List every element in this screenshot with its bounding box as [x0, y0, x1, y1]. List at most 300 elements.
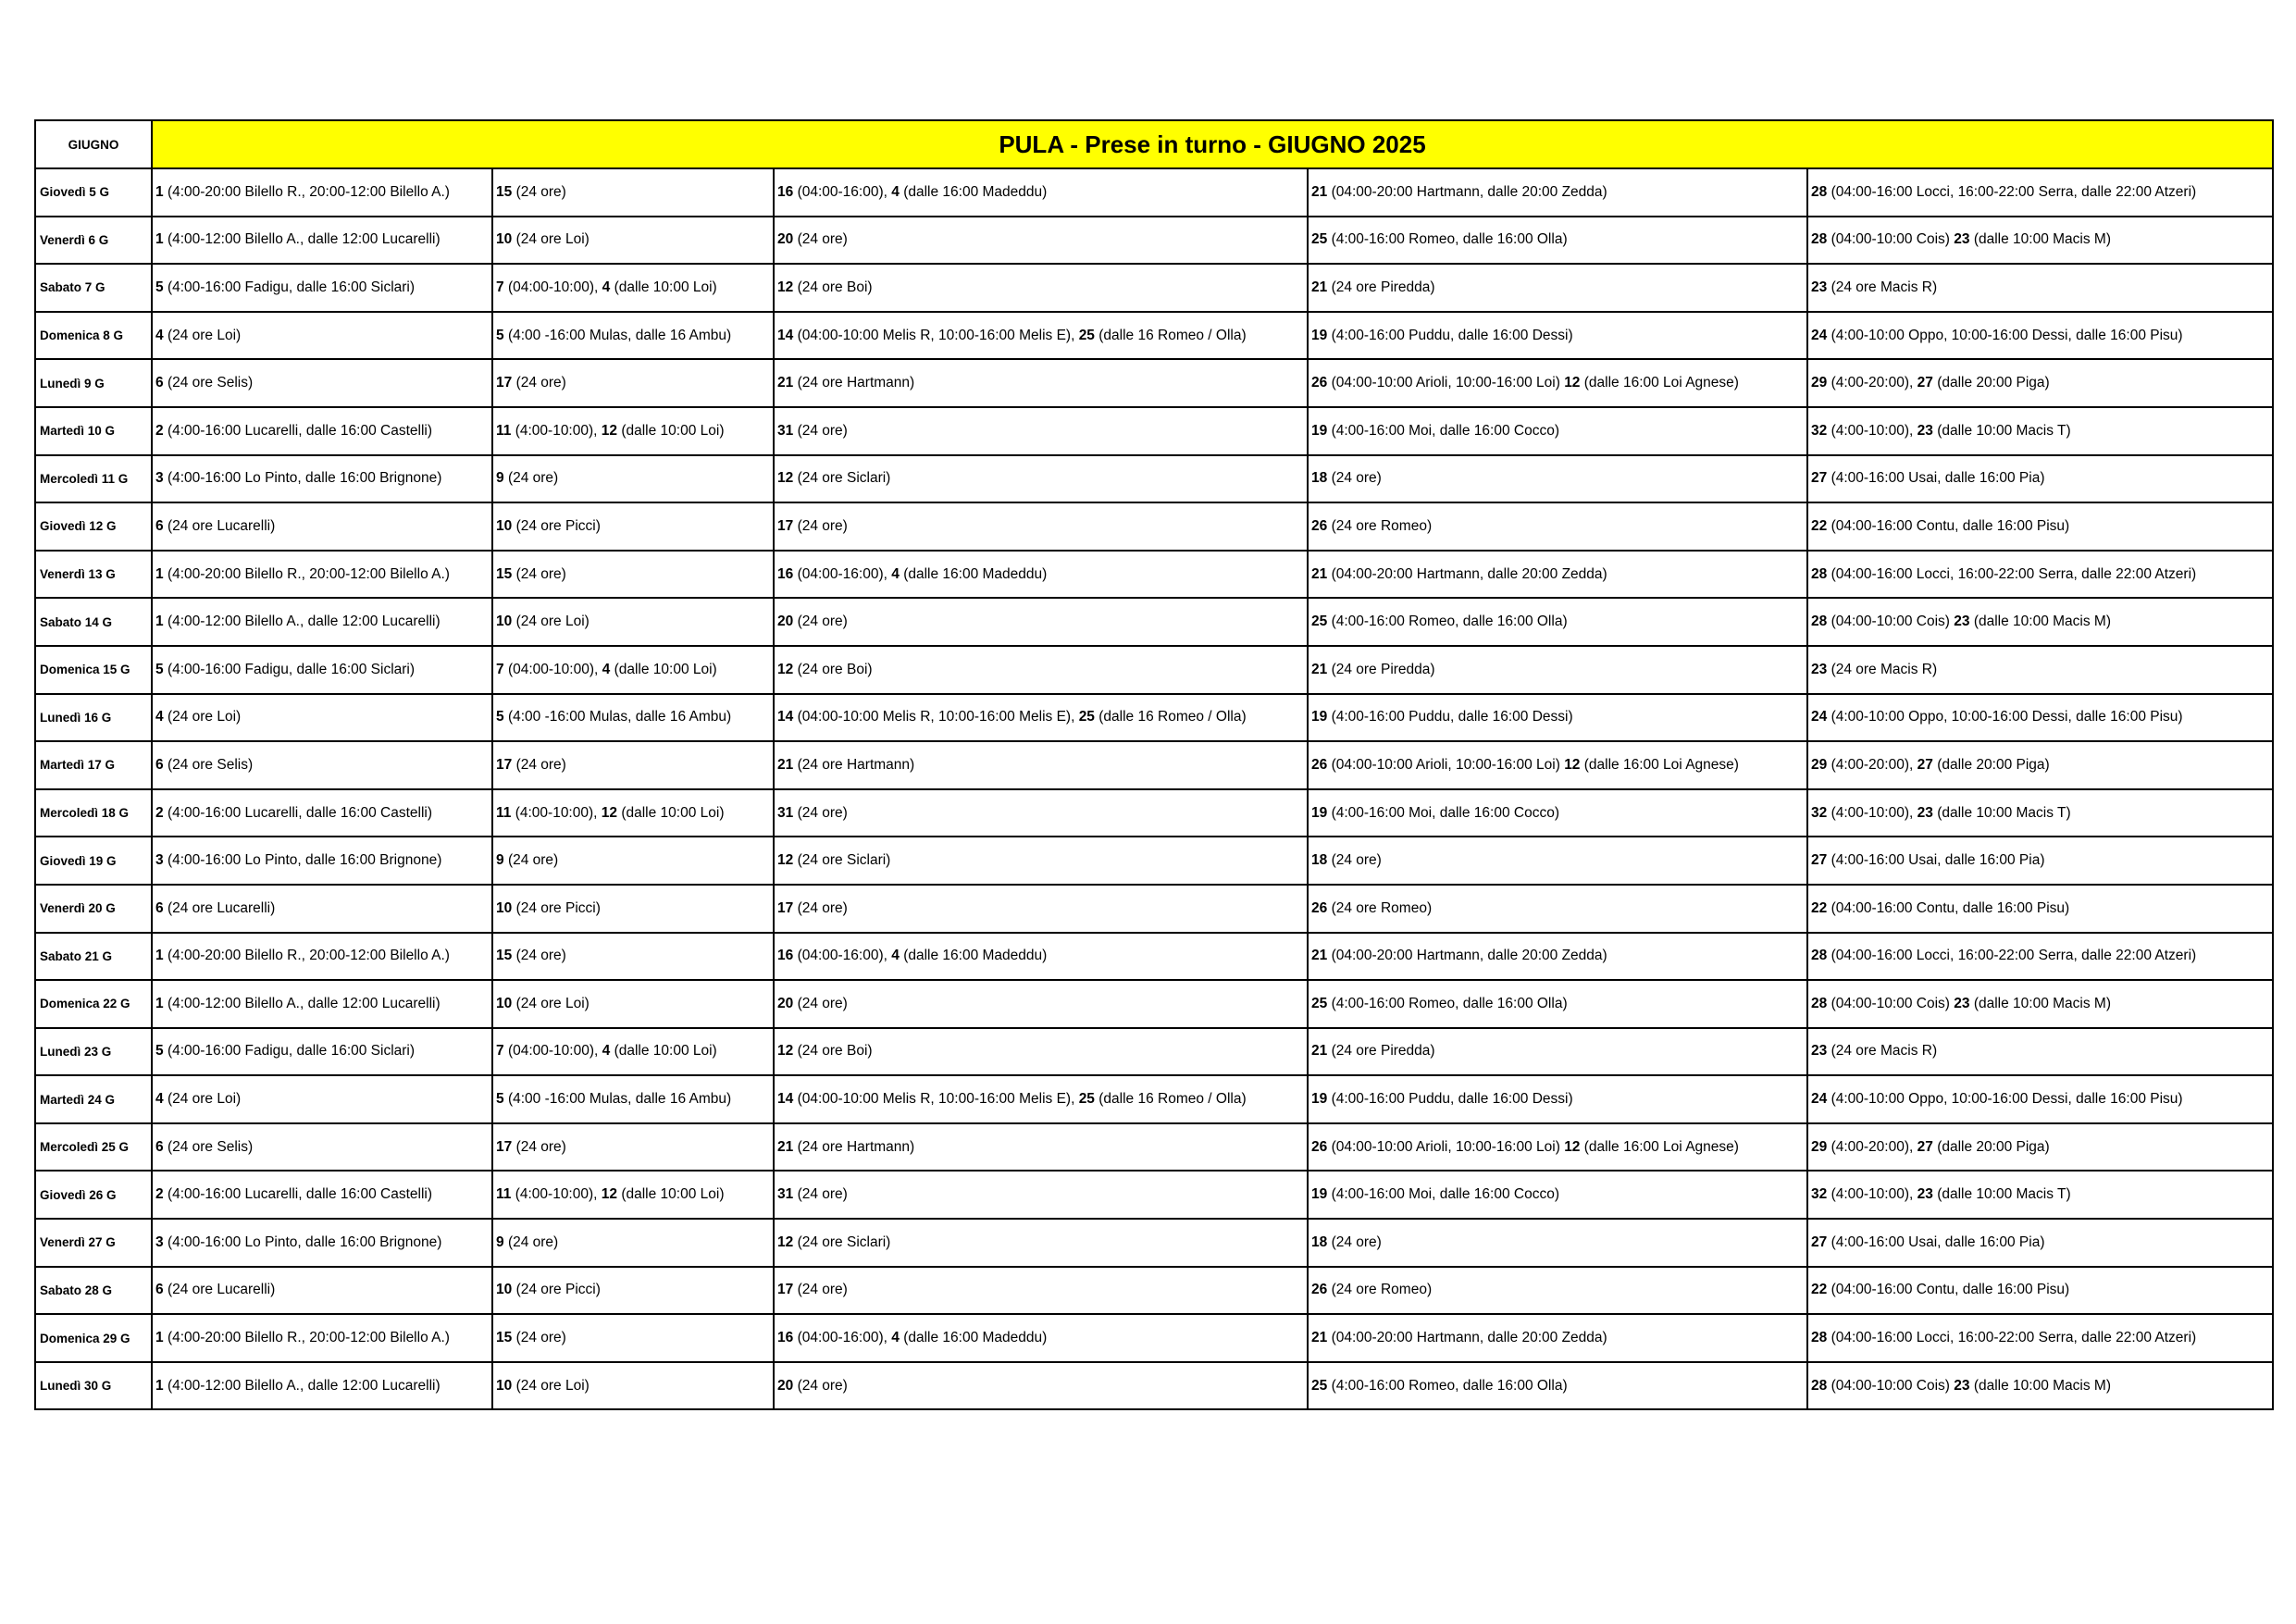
shift-cell — [492, 407, 774, 455]
pharmacy-number: 26 — [1311, 1138, 1328, 1155]
shift-cell — [152, 980, 492, 1028]
pharmacy-number: 4 — [155, 1091, 164, 1108]
pharmacy-number: 18 — [1311, 852, 1328, 869]
pharmacy-number: 20 — [777, 614, 794, 630]
pharmacy-number: 27 — [1917, 375, 1933, 391]
pharmacy-number: 18 — [1311, 1233, 1328, 1250]
pharmacy-number: 28 — [1811, 565, 1828, 582]
pharmacy-number: 1 — [155, 231, 164, 248]
pharmacy-number: 1 — [155, 995, 164, 1011]
shift-detail: (24 ore) — [515, 565, 566, 582]
shift-detail: (24 ore) — [797, 1282, 848, 1298]
shift-detail: (24 ore Hartmann) — [797, 375, 915, 391]
pharmacy-number: 31 — [777, 804, 794, 821]
shift-detail: (4:00-10:00 Oppo, 10:00-16:00 Dessi, dalle 16:00 Pisu) — [1831, 327, 2183, 343]
shift-cell — [1308, 741, 1807, 789]
pharmacy-number: 22 — [1811, 517, 1828, 534]
shift-cell — [774, 551, 1308, 599]
shift-cell — [1308, 551, 1807, 599]
shift-cell — [152, 885, 492, 933]
shift-cell — [1308, 1075, 1807, 1123]
shift-detail: (24 ore Loi) — [515, 1377, 590, 1394]
pharmacy-number: 21 — [1311, 661, 1328, 677]
shift-detail: (4:00-10:00), — [1831, 1186, 1917, 1203]
table-row — [35, 312, 2273, 360]
table-row — [35, 789, 2273, 837]
shift-detail: (dalle 10:00 Macis T) — [1937, 422, 2071, 439]
pharmacy-number: 25 — [1311, 231, 1328, 248]
shift-detail: (24 ore) — [797, 614, 848, 630]
shift-detail: (4:00-12:00 Bilello A., dalle 12:00 Lucarelli) — [167, 995, 441, 1011]
pharmacy-number: 26 — [1311, 756, 1328, 773]
shift-cell — [492, 837, 774, 885]
shift-cell — [774, 933, 1308, 981]
pharmacy-number: 21 — [777, 1138, 794, 1155]
pharmacy-number: 12 — [777, 470, 794, 487]
pharmacy-number: 23 — [1917, 1186, 1933, 1203]
pharmacy-number: 16 — [777, 948, 794, 964]
shift-detail: (dalle 10:00 Loi) — [614, 1043, 717, 1060]
shift-detail: (24 ore) — [797, 899, 848, 916]
shift-detail: (dalle 16 Romeo / Olla) — [1098, 1091, 1247, 1108]
day-label: Martedì 17 G — [35, 741, 152, 789]
shift-detail: (4:00-10:00 Oppo, 10:00-16:00 Dessi, dalle 16:00 Pisu) — [1831, 709, 2183, 725]
shift-cell — [1308, 1219, 1807, 1267]
shift-cell — [152, 694, 492, 742]
shift-cell — [492, 980, 774, 1028]
schedule-table — [34, 119, 2274, 1410]
shift-detail: (24 ore Loi) — [515, 614, 590, 630]
shift-detail: (04:00-16:00), — [797, 183, 892, 200]
shift-detail: (dalle 10:00 Macis M) — [1973, 995, 2111, 1011]
shift-detail: (24 ore) — [797, 1186, 848, 1203]
shift-detail: (dalle 16:00 Loi Agnese) — [1583, 375, 1739, 391]
shift-detail: (24 ore) — [1331, 852, 1382, 869]
shift-cell — [152, 1028, 492, 1076]
pharmacy-number: 11 — [496, 804, 512, 821]
pharmacy-number: 21 — [777, 756, 794, 773]
shift-detail: (4:00-20:00), — [1831, 375, 1917, 391]
pharmacy-number: 4 — [155, 327, 164, 343]
shift-detail: (24 ore Loi) — [167, 1091, 242, 1108]
pharmacy-number: 12 — [777, 661, 794, 677]
pharmacy-number: 10 — [496, 1377, 513, 1394]
shift-cell — [1807, 789, 2273, 837]
shift-detail: (dalle 16:00 Madeddu) — [903, 1330, 1048, 1346]
pharmacy-number: 24 — [1811, 1091, 1828, 1108]
pharmacy-number: 23 — [1917, 422, 1933, 439]
shift-detail: (4:00-12:00 Bilello A., dalle 12:00 Lucarelli) — [167, 1377, 441, 1394]
pharmacy-number: 1 — [155, 1330, 164, 1346]
pharmacy-number: 3 — [155, 470, 164, 487]
shift-cell — [492, 455, 774, 503]
pharmacy-number: 4 — [891, 1330, 900, 1346]
pharmacy-number: 2 — [155, 804, 164, 821]
pharmacy-number: 25 — [1311, 995, 1328, 1011]
table-row — [35, 1171, 2273, 1219]
shift-cell — [1807, 1028, 2273, 1076]
pharmacy-number: 1 — [155, 1377, 164, 1394]
day-label: Martedì 10 G — [35, 407, 152, 455]
shift-cell — [1308, 980, 1807, 1028]
pharmacy-number: 10 — [496, 231, 513, 248]
day-label: Venerdì 20 G — [35, 885, 152, 933]
shift-detail: (dalle 20:00 Piga) — [1937, 1138, 2050, 1155]
pharmacy-number: 10 — [496, 517, 513, 534]
shift-detail: (04:00-10:00 Arioli, 10:00-16:00 Loi) — [1331, 756, 1565, 773]
shift-detail: (24 ore Romeo) — [1331, 1282, 1433, 1298]
shift-cell — [152, 217, 492, 265]
shift-detail: (04:00-10:00 Melis R, 10:00-16:00 Melis E), — [797, 709, 1079, 725]
pharmacy-number: 24 — [1811, 709, 1828, 725]
pharmacy-number: 28 — [1811, 231, 1828, 248]
pharmacy-number: 1 — [155, 565, 164, 582]
pharmacy-number: 10 — [496, 1282, 513, 1298]
shift-detail: (4:00-16:00 Romeo, dalle 16:00 Olla) — [1331, 614, 1568, 630]
table-row — [35, 980, 2273, 1028]
day-label: Martedì 24 G — [35, 1075, 152, 1123]
shift-detail: (24 ore Boi) — [797, 661, 873, 677]
shift-detail: (4:00-20:00 Bilello R., 20:00-12:00 Bilello A.) — [167, 565, 450, 582]
pharmacy-number: 25 — [1311, 614, 1328, 630]
pharmacy-number: 10 — [496, 614, 513, 630]
shift-detail: (dalle 16:00 Madeddu) — [903, 948, 1048, 964]
shift-detail: (dalle 16 Romeo / Olla) — [1098, 327, 1247, 343]
pharmacy-number: 25 — [1078, 327, 1095, 343]
shift-cell — [1308, 312, 1807, 360]
shift-cell — [1308, 217, 1807, 265]
shift-detail: (4:00-10:00), — [515, 1186, 602, 1203]
day-label: Giovedì 19 G — [35, 837, 152, 885]
shift-detail: (04:00-16:00 Locci, 16:00-22:00 Serra, dalle 22:00 Atzeri) — [1831, 183, 2197, 200]
shift-cell — [1807, 837, 2273, 885]
shift-detail: (4:00-16:00 Puddu, dalle 16:00 Dessi) — [1331, 1091, 1573, 1108]
pharmacy-number: 4 — [155, 709, 164, 725]
shift-detail: (dalle 16:00 Madeddu) — [903, 183, 1048, 200]
pharmacy-number: 12 — [1564, 1138, 1581, 1155]
pharmacy-number: 16 — [777, 565, 794, 582]
shift-cell — [774, 217, 1308, 265]
pharmacy-number: 28 — [1811, 1330, 1828, 1346]
shift-detail: (04:00-16:00), — [797, 565, 892, 582]
day-label: Mercoledì 18 G — [35, 789, 152, 837]
pharmacy-number: 7 — [496, 1043, 504, 1060]
day-label: Venerdì 27 G — [35, 1219, 152, 1267]
shift-detail: (4:00-12:00 Bilello A., dalle 12:00 Lucarelli) — [167, 614, 441, 630]
shift-detail: (24 ore Picci) — [515, 1282, 601, 1298]
table-row — [35, 933, 2273, 981]
shift-detail: (24 ore) — [797, 804, 848, 821]
shift-detail: (4:00-20:00), — [1831, 1138, 1917, 1155]
shift-cell — [1807, 312, 2273, 360]
pharmacy-number: 10 — [496, 899, 513, 916]
pharmacy-number: 25 — [1078, 709, 1095, 725]
pharmacy-number: 12 — [777, 279, 794, 295]
shift-detail: (24 ore Picci) — [515, 899, 601, 916]
shift-detail: (24 ore Piredda) — [1331, 661, 1435, 677]
shift-cell — [1308, 789, 1807, 837]
shift-cell — [492, 933, 774, 981]
shift-cell — [152, 1123, 492, 1172]
shift-detail: (4:00 -16:00 Mulas, dalle 16 Ambu) — [507, 327, 732, 343]
day-label: Giovedì 26 G — [35, 1171, 152, 1219]
shift-cell — [774, 598, 1308, 646]
shift-cell — [492, 359, 774, 407]
shift-detail: (24 ore Loi) — [515, 231, 590, 248]
shift-cell — [152, 837, 492, 885]
pharmacy-number: 6 — [155, 375, 164, 391]
shift-cell — [1308, 407, 1807, 455]
pharmacy-number: 5 — [496, 327, 504, 343]
table-row — [35, 1123, 2273, 1172]
shift-detail: (04:00-10:00 Cois) — [1831, 231, 1955, 248]
shift-detail: (dalle 16:00 Loi Agnese) — [1583, 756, 1739, 773]
shift-detail: (dalle 16:00 Loi Agnese) — [1583, 1138, 1739, 1155]
shift-detail: (24 ore) — [507, 1233, 559, 1250]
shift-detail: (dalle 10:00 Macis M) — [1973, 1377, 2111, 1394]
shift-detail: (4:00-16:00 Usai, dalle 16:00 Pia) — [1831, 1233, 2045, 1250]
shift-cell — [774, 1171, 1308, 1219]
shift-detail: (04:00-16:00 Locci, 16:00-22:00 Serra, dalle 22:00 Atzeri) — [1831, 565, 2197, 582]
shift-detail: (24 ore Boi) — [797, 1043, 873, 1060]
day-label: Lunedì 23 G — [35, 1028, 152, 1076]
shift-detail: (4:00-20:00 Bilello R., 20:00-12:00 Bilello A.) — [167, 183, 450, 200]
shift-detail: (24 ore Picci) — [515, 517, 601, 534]
pharmacy-number: 21 — [1311, 565, 1328, 582]
day-label: Domenica 22 G — [35, 980, 152, 1028]
shift-detail: (4:00-16:00 Fadigu, dalle 16:00 Siclari) — [167, 279, 416, 295]
shift-detail: (dalle 10:00 Loi) — [614, 279, 717, 295]
pharmacy-number: 4 — [602, 661, 611, 677]
shift-detail: (24 ore) — [797, 1377, 848, 1394]
shift-cell — [1807, 646, 2273, 694]
day-label: Sabato 7 G — [35, 264, 152, 312]
shift-detail: (24 ore Macis R) — [1831, 661, 1938, 677]
shift-cell — [774, 789, 1308, 837]
pharmacy-number: 27 — [1811, 470, 1828, 487]
shift-cell — [492, 885, 774, 933]
shift-cell — [152, 168, 492, 217]
day-label: Giovedì 5 G — [35, 168, 152, 217]
table-row — [35, 1219, 2273, 1267]
shift-cell — [1807, 1267, 2273, 1315]
shift-detail: (24 ore) — [1331, 470, 1382, 487]
pharmacy-number: 14 — [777, 327, 794, 343]
shift-cell — [774, 264, 1308, 312]
shift-detail: (24 ore Siclari) — [797, 470, 891, 487]
pharmacy-number: 16 — [777, 183, 794, 200]
shift-detail: (04:00-10:00 Melis R, 10:00-16:00 Melis E), — [797, 1091, 1079, 1108]
shift-detail: (24 ore Hartmann) — [797, 756, 915, 773]
shift-detail: (4:00-16:00 Moi, dalle 16:00 Cocco) — [1331, 1186, 1559, 1203]
shift-cell — [1807, 980, 2273, 1028]
pharmacy-number: 17 — [496, 756, 513, 773]
pharmacy-number: 32 — [1811, 1186, 1828, 1203]
shift-cell — [152, 1075, 492, 1123]
schedule-sheet — [34, 119, 2272, 1410]
pharmacy-number: 23 — [1954, 614, 1970, 630]
table-row — [35, 1028, 2273, 1076]
shift-cell — [1807, 741, 2273, 789]
pharmacy-number: 6 — [155, 1138, 164, 1155]
shift-detail: (24 ore) — [515, 183, 566, 200]
pharmacy-number: 12 — [777, 1233, 794, 1250]
pharmacy-number: 23 — [1811, 661, 1828, 677]
shift-detail: (dalle 20:00 Piga) — [1937, 375, 2050, 391]
pharmacy-number: 27 — [1811, 852, 1828, 869]
shift-cell — [1807, 551, 2273, 599]
shift-detail: (dalle 16:00 Madeddu) — [903, 565, 1048, 582]
shift-cell — [774, 1028, 1308, 1076]
table-row — [35, 502, 2273, 551]
table-row — [35, 694, 2273, 742]
pharmacy-number: 6 — [155, 756, 164, 773]
shift-cell — [492, 551, 774, 599]
shift-detail: (24 ore) — [1331, 1233, 1382, 1250]
pharmacy-number: 1 — [155, 948, 164, 964]
shift-cell — [1807, 694, 2273, 742]
shift-detail: (04:00-20:00 Hartmann, dalle 20:00 Zedda) — [1331, 1330, 1607, 1346]
shift-detail: (24 ore Siclari) — [797, 1233, 891, 1250]
pharmacy-number: 15 — [496, 183, 513, 200]
shift-detail: (04:00-16:00 Contu, dalle 16:00 Pisu) — [1831, 899, 2070, 916]
shift-detail: (04:00-10:00 Arioli, 10:00-16:00 Loi) — [1331, 375, 1565, 391]
pharmacy-number: 14 — [777, 1091, 794, 1108]
shift-detail: (24 ore Boi) — [797, 279, 873, 295]
pharmacy-number: 4 — [891, 565, 900, 582]
shift-detail: (4:00-10:00 Oppo, 10:00-16:00 Dessi, dalle 16:00 Pisu) — [1831, 1091, 2183, 1108]
pharmacy-number: 19 — [1311, 709, 1328, 725]
month-label: GIUGNO — [35, 120, 152, 168]
shift-detail: (24 ore Lucarelli) — [167, 1282, 276, 1298]
shift-cell — [774, 312, 1308, 360]
pharmacy-number: 28 — [1811, 948, 1828, 964]
pharmacy-number: 17 — [496, 1138, 513, 1155]
pharmacy-number: 26 — [1311, 899, 1328, 916]
shift-cell — [152, 551, 492, 599]
day-label: Domenica 15 G — [35, 646, 152, 694]
shift-detail: (dalle 16 Romeo / Olla) — [1098, 709, 1247, 725]
shift-cell — [1308, 1314, 1807, 1362]
pharmacy-number: 21 — [777, 375, 794, 391]
shift-detail: (dalle 10:00 Loi) — [621, 422, 725, 439]
shift-cell — [774, 1219, 1308, 1267]
shift-cell — [152, 502, 492, 551]
shift-detail: (4:00-20:00 Bilello R., 20:00-12:00 Bilello A.) — [167, 948, 450, 964]
shift-cell — [1807, 264, 2273, 312]
shift-detail: (dalle 10:00 Loi) — [621, 1186, 725, 1203]
shift-cell — [774, 168, 1308, 217]
shift-cell — [152, 646, 492, 694]
pharmacy-number: 5 — [155, 279, 164, 295]
shift-cell — [774, 646, 1308, 694]
day-label: Giovedì 12 G — [35, 502, 152, 551]
shift-detail: (24 ore Selis) — [167, 756, 254, 773]
shift-detail: (24 ore Siclari) — [797, 852, 891, 869]
shift-cell — [1807, 217, 2273, 265]
shift-cell — [774, 1362, 1308, 1410]
day-label: Lunedì 9 G — [35, 359, 152, 407]
pharmacy-number: 17 — [777, 517, 794, 534]
pharmacy-number: 7 — [496, 661, 504, 677]
pharmacy-number: 12 — [777, 1043, 794, 1060]
table-row — [35, 455, 2273, 503]
shift-cell — [492, 1267, 774, 1315]
table-row — [35, 885, 2273, 933]
shift-cell — [492, 1314, 774, 1362]
shift-detail: (4:00-10:00), — [515, 422, 602, 439]
shift-cell — [1308, 933, 1807, 981]
shift-cell — [1807, 1123, 2273, 1172]
pharmacy-number: 2 — [155, 1186, 164, 1203]
pharmacy-number: 25 — [1078, 1091, 1095, 1108]
shift-cell — [492, 1028, 774, 1076]
shift-detail: (4:00-16:00 Puddu, dalle 16:00 Dessi) — [1331, 327, 1573, 343]
pharmacy-number: 5 — [496, 1091, 504, 1108]
shift-detail: (24 ore) — [797, 517, 848, 534]
shift-cell — [1807, 933, 2273, 981]
pharmacy-number: 12 — [601, 422, 618, 439]
shift-detail: (04:00-16:00 Locci, 16:00-22:00 Serra, dalle 22:00 Atzeri) — [1831, 948, 2197, 964]
shift-cell — [774, 1314, 1308, 1362]
pharmacy-number: 27 — [1811, 1233, 1828, 1250]
day-label: Sabato 28 G — [35, 1267, 152, 1315]
shift-detail: (24 ore) — [515, 1138, 566, 1155]
shift-cell — [152, 312, 492, 360]
shift-cell — [1807, 1314, 2273, 1362]
pharmacy-number: 21 — [1311, 948, 1328, 964]
shift-cell — [774, 1267, 1308, 1315]
pharmacy-number: 4 — [891, 948, 900, 964]
shift-cell — [1807, 885, 2273, 933]
pharmacy-number: 17 — [777, 1282, 794, 1298]
shift-cell — [1308, 1028, 1807, 1076]
pharmacy-number: 20 — [777, 231, 794, 248]
pharmacy-number: 12 — [601, 804, 618, 821]
table-row — [35, 217, 2273, 265]
pharmacy-number: 6 — [155, 1282, 164, 1298]
shift-cell — [152, 1314, 492, 1362]
pharmacy-number: 27 — [1917, 1138, 1933, 1155]
pharmacy-number: 4 — [602, 1043, 611, 1060]
pharmacy-number: 9 — [496, 470, 504, 487]
shift-cell — [774, 1075, 1308, 1123]
shift-detail: (24 ore Lucarelli) — [167, 899, 276, 916]
shift-detail: (04:00-10:00 Cois) — [1831, 614, 1955, 630]
pharmacy-number: 19 — [1311, 327, 1328, 343]
shift-cell — [774, 359, 1308, 407]
shift-detail: (4:00-16:00 Moi, dalle 16:00 Cocco) — [1331, 804, 1559, 821]
shift-cell — [1308, 646, 1807, 694]
pharmacy-number: 12 — [1564, 756, 1581, 773]
table-row — [35, 598, 2273, 646]
shift-detail: (4:00 -16:00 Mulas, dalle 16 Ambu) — [507, 1091, 732, 1108]
pharmacy-number: 4 — [602, 279, 611, 295]
pharmacy-number: 21 — [1311, 1330, 1328, 1346]
shift-detail: (4:00-16:00 Puddu, dalle 16:00 Dessi) — [1331, 709, 1573, 725]
day-label: Domenica 8 G — [35, 312, 152, 360]
shift-detail: (24 ore) — [797, 422, 848, 439]
shift-cell — [152, 933, 492, 981]
day-label: Sabato 14 G — [35, 598, 152, 646]
shift-detail: (dalle 20:00 Piga) — [1937, 756, 2050, 773]
shift-cell — [774, 837, 1308, 885]
pharmacy-number: 14 — [777, 709, 794, 725]
shift-cell — [492, 1219, 774, 1267]
day-label: Lunedì 30 G — [35, 1362, 152, 1410]
pharmacy-number: 3 — [155, 852, 164, 869]
shift-detail: (4:00-16:00 Lo Pinto, dalle 16:00 Brignone) — [167, 852, 442, 869]
